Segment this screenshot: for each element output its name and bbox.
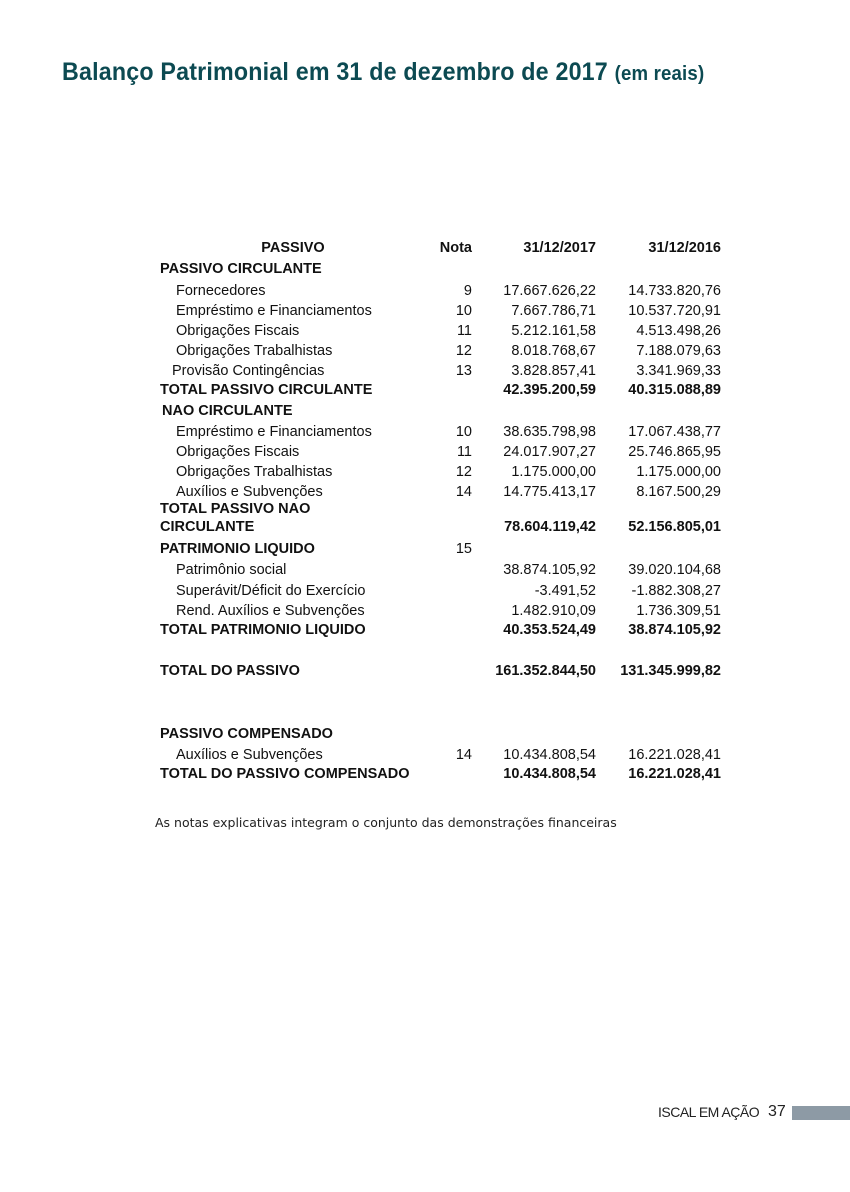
page-title-main: Balanço Patrimonial em 31 de dezembro de 2017 <box>62 58 608 86</box>
row-value-2016: 52.156.805,01 <box>628 519 721 535</box>
table-row <box>0 581 850 601</box>
row-nota: 12 <box>455 464 472 480</box>
row-value-2016: 38.874.105,92 <box>628 622 721 638</box>
section-nao-circulante <box>0 401 850 421</box>
row-value-2017: 38.874.105,92 <box>503 562 596 578</box>
page-title-unit: (em reais) <box>614 63 705 85</box>
row-value-2017: 161.352.844,50 <box>495 663 596 679</box>
row-value-2017: 14.775.413,17 <box>503 484 596 500</box>
row-nota: 11 <box>456 444 472 460</box>
header-2017: 31/12/2017 <box>523 240 596 256</box>
total-row <box>0 620 850 640</box>
row-value-2017: 40.353.524,49 <box>503 622 596 638</box>
row-value-2016: 39.020.104,68 <box>628 562 721 578</box>
footer-bar <box>792 1106 850 1120</box>
table-header-row <box>0 238 850 258</box>
row-label: Auxílios e Subvenções <box>176 484 323 500</box>
row-value-2016: 17.067.438,77 <box>628 424 721 440</box>
row-label: TOTAL PATRIMONIO LIQUIDO <box>160 622 366 638</box>
page-number: 37 <box>768 1103 786 1120</box>
row-nota: 14 <box>455 747 472 763</box>
footer-publication-label: ISCAL EM AÇÃO <box>658 1104 760 1120</box>
row-label: PASSIVO COMPENSADO <box>160 726 333 742</box>
table-row <box>0 361 850 381</box>
section-passivo-circulante <box>0 259 850 279</box>
row-label: Obrigações Trabalhistas <box>176 343 333 359</box>
row-value-2016: 4.513.498,26 <box>636 323 721 339</box>
row-value-2016: 7.188.079,63 <box>636 343 721 359</box>
table-row <box>0 422 850 442</box>
row-label: Empréstimo e Financiamentos <box>176 424 372 440</box>
row-value-2017: 10.434.808,54 <box>503 766 596 782</box>
total-row <box>0 517 850 537</box>
row-value-2017: 38.635.798,98 <box>503 424 596 440</box>
row-value-2017: 1.175.000,00 <box>511 464 596 480</box>
row-label: TOTAL PASSIVO CIRCULANTE <box>160 382 373 398</box>
row-label: Patrimônio social <box>176 562 287 578</box>
table-row <box>0 745 850 765</box>
row-value-2016: 10.537.720,91 <box>628 303 721 319</box>
row-nota: 10 <box>455 303 472 319</box>
row-value-2017: 24.017.907,27 <box>503 444 596 460</box>
row-value-2017: 78.604.119,42 <box>504 519 596 535</box>
total-row <box>0 380 850 400</box>
row-value-2017: 5.212.161,58 <box>511 323 596 339</box>
row-value-2017: -3.491,52 <box>534 583 596 599</box>
row-value-2016: 40.315.088,89 <box>628 382 721 398</box>
row-value-2016: 25.746.865,95 <box>628 444 721 460</box>
row-nota: 13 <box>455 363 472 379</box>
row-value-2016: 14.733.820,76 <box>628 283 721 299</box>
row-label: TOTAL PASSIVO NAO <box>160 501 311 517</box>
table-row <box>0 321 850 341</box>
row-value-2016: 16.221.028,41 <box>628 747 721 763</box>
row-label: Empréstimo e Financiamentos <box>176 303 372 319</box>
table-row <box>0 341 850 361</box>
row-label: TOTAL DO PASSIVO COMPENSADO <box>160 766 410 782</box>
header-passivo: PASSIVO <box>261 240 325 256</box>
table-row <box>0 601 850 621</box>
table-row <box>0 281 850 301</box>
table-row <box>0 560 850 580</box>
table-row <box>0 462 850 482</box>
row-label: NAO CIRCULANTE <box>162 403 293 419</box>
header-2016: 31/12/2016 <box>648 240 721 256</box>
row-value-2016: -1.882.308,27 <box>631 583 721 599</box>
row-value-2016: 3.341.969,33 <box>636 363 721 379</box>
section-passivo-compensado <box>0 724 850 744</box>
table-row <box>0 301 850 321</box>
row-nota: 11 <box>456 323 472 339</box>
page-title <box>62 58 704 87</box>
row-value-2016: 131.345.999,82 <box>620 663 721 679</box>
row-value-2017: 1.482.910,09 <box>511 603 596 619</box>
row-label: Provisão Contingências <box>172 363 325 379</box>
row-value-2017: 7.667.786,71 <box>511 303 596 319</box>
row-nota: 15 <box>455 541 472 557</box>
explanatory-note: As notas explicativas integram o conjunto das demonstrações financeiras <box>155 815 617 830</box>
row-label: Obrigações Trabalhistas <box>176 464 333 480</box>
row-value-2016: 8.167.500,29 <box>636 484 721 500</box>
row-nota: 12 <box>455 343 472 359</box>
table-row <box>0 442 850 462</box>
row-value-2017: 10.434.808,54 <box>503 747 596 763</box>
header-nota: Nota <box>439 240 472 256</box>
row-value-2016: 1.175.000,00 <box>636 464 721 480</box>
row-nota: 14 <box>455 484 472 500</box>
row-value-2016: 1.736.309,51 <box>636 603 721 619</box>
row-label: PASSIVO CIRCULANTE <box>160 261 322 277</box>
grand-total-row <box>0 661 850 681</box>
row-nota: 9 <box>463 283 472 299</box>
row-label: CIRCULANTE <box>160 519 255 535</box>
total-row <box>0 764 850 784</box>
row-label: Obrigações Fiscais <box>176 444 300 460</box>
row-value-2016: 16.221.028,41 <box>628 766 721 782</box>
row-label: Fornecedores <box>176 283 266 299</box>
row-label: Auxílios e Subvenções <box>176 747 323 763</box>
row-label: TOTAL DO PASSIVO <box>160 663 300 679</box>
row-value-2017: 8.018.768,67 <box>511 343 596 359</box>
row-value-2017: 42.395.200,59 <box>503 382 596 398</box>
section-patrimonio-liquido <box>0 539 850 559</box>
row-label: Superávit/Déficit do Exercício <box>176 583 366 599</box>
row-label: Obrigações Fiscais <box>176 323 300 339</box>
total-row-line1 <box>0 499 850 519</box>
row-label: PATRIMONIO LIQUIDO <box>160 541 315 557</box>
row-value-2017: 3.828.857,41 <box>511 363 596 379</box>
row-value-2017: 17.667.626,22 <box>503 283 596 299</box>
row-label: Rend. Auxílios e Subvenções <box>176 603 365 619</box>
row-nota: 10 <box>455 424 472 440</box>
